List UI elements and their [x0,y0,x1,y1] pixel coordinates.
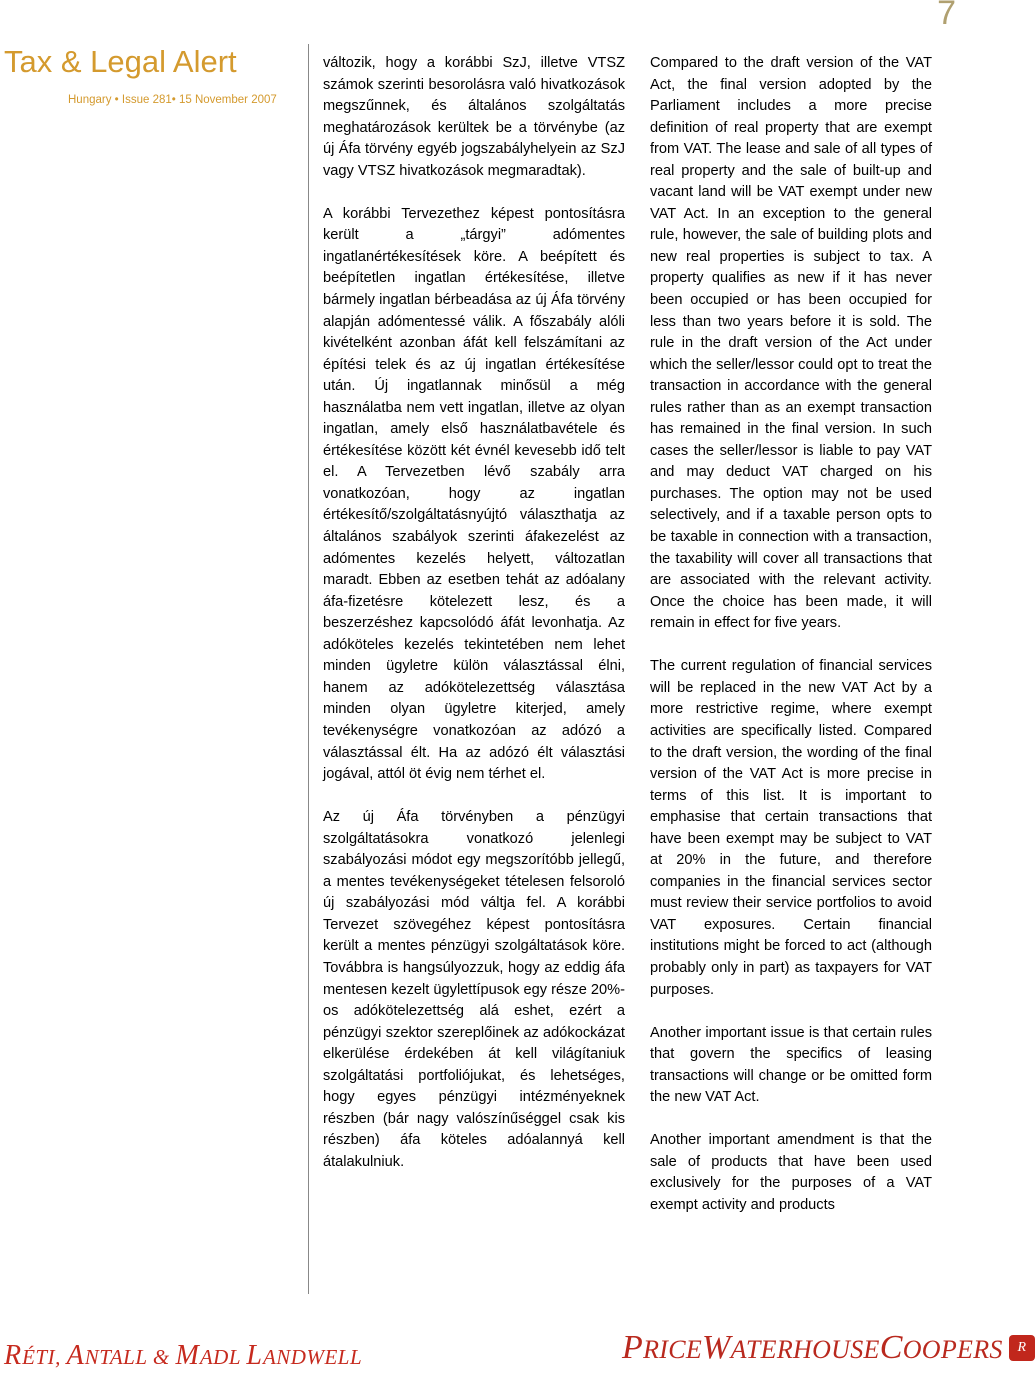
english-paragraph: Compared to the draft version of the VAT Act, the final version adopted by the Parliament includes a more precise definition of real property that are exempt from VAT. The lease and sale of all types of real property and the sale of built-up and vacant land will be VAT exempt under new VAT Act. In an exception to the general rule, however, the sale of building plots and new real properties is subject to tax. A property qualifies as new if it has never been occupied or has been occupied for less than two years before it is sold. The rule in the draft version of the Act under which the seller/lessor could opt to treat the transaction in accordance with the general rules rather than as an exempt transaction has remained in the final version. In such cases the seller/lessor is liable to pay VAT and may deduct VAT charged on his purchases. The option may not be used selectively, and if a taxable person opts to be taxable in connection with a transaction, the taxability will cover all transactions that are associated with the relevant activity. Once the choice has been made, it will remain in effect for five years. [650,55,932,632]
pwc-logo [622,1329,1035,1367]
landwell-logo: RÉTI, ANTALL & MADL LANDWELL [4,1340,363,1371]
page-number: 7 [937,0,956,32]
pwc-wordmark: PRICEWATERHOUSECOOPERS [622,1329,1003,1366]
english-paragraph: Another important issue is that certain rules that govern the specifics of leasing transactions will change or be omitted form the new VAT Act. [650,1024,932,1106]
english-column [650,53,932,1238]
english-paragraph: Another important amendment is that the sale of products that have been used exclusively for the purposes of a VAT exempt activity and products [650,1132,932,1213]
hungarian-paragraph: Az új Áfa törvényben a pénzügyi szolgáltatásokra vonatkozó jelenlegi szabályozási módot egy megszorítóbb jellegű, a mentes tevékenységeket tételesen felsoroló új szabályozási mód váltja fel. A korábbi Tervezet szövegéhez képest pontosításra került a mentes pénzügyi szolgáltatások köre. Továbbra is hangsúlyozzuk, hogy az eddig áfa mentesen kezelt ügylettípusok egy része 20%-os adókötelezettség alá eshet, ezért a pénzügyi szektor szereplőinek az adókockázat elkerülése érdekében át kell világítaniuk szolgáltatási portfoliójukat, és lehetséges, hogy egyes pénzügyi intézményeknek részben (bár nagy valószínűséggel csak kis részben) áfa köteles adóalannyá kell átalakulniuk. [323,809,625,1170]
hungarian-paragraph: változik, hogy a korábbi SzJ, illetve VTSZ számok szerinti besorolásra való hivatkozások megszűnnek, és általános szolgáltatás meghatározások kerültek be a törvénybe (az új Áfa törvény egyéb jogszabályhelyein az SzJ vagy VTSZ hivatkozások megmaradtak). [323,55,625,179]
column-divider [308,44,309,1294]
hungarian-paragraph: A korábbi Tervezethez képest pontosításra került a „tárgyi” adómentes ingatlanértékesítések köre. A beépített és beépítetlen ingatlan értékesítése, illetve bármely ingatlan bérbeadása az új Áfa törvény alapján adómentessé válik. A főszabály alóli kivételként azonban áfát kell felszámítani az építési telek és az új ingatlan értékesítése után. Új ingatlannak minősül a még használatba nem vett ingatlan, illetve az olyan ingatlan, amely első használatbavétele és értékesítése között két évnél kevesebb idő telt el. A Tervezetben lévő szabály arra vonatkozóan, hogy az ingatlan értékesítő/szolgáltatásnyújtó választhatja az általános szabályok szerinti áfakezelést az adómentes kezelés helyett, változatlan maradt. Ebben az esetben tehát az adóalany áfa-fizetésre kötelezett lesz, és a beszerzéshez kapcsolódó áfát levonhatja. Az adóköteles kezelés tekintetében nem lehet minden ügyletre külön választással élni, hanem az adókötelezettség választása minden olyan ügyletre kiterjed, amely tevékenységre vonatkozóan az adózó a választással élt. Ha az adózó élt választási jogával, attól öt évig nem térhet el. [323,205,625,783]
publication-title: Tax & Legal Alert [4,44,237,79]
english-paragraph: The current regulation of financial services will be replaced in the new VAT Act by a more restrictive regime, where exempt activities are specifically listed. Compared to the draft version, the wording of the final version of the VAT Act is more precise in terms of this list. It is important to emphasise that certain transactions that have been exempt may be subject to VAT at 20% in the future, and therefore companies in the financial services sector must review their service portfolios to avoid VAT exposures. Certain financial institutions might be forced to act (although probably only in part) as taxpayers for VAT purposes. [650,658,932,998]
issue-info: Hungary • Issue 281• 15 November 2007 [68,94,277,106]
hungarian-column [323,53,625,1195]
registered-mark-icon: R [1009,1335,1035,1361]
